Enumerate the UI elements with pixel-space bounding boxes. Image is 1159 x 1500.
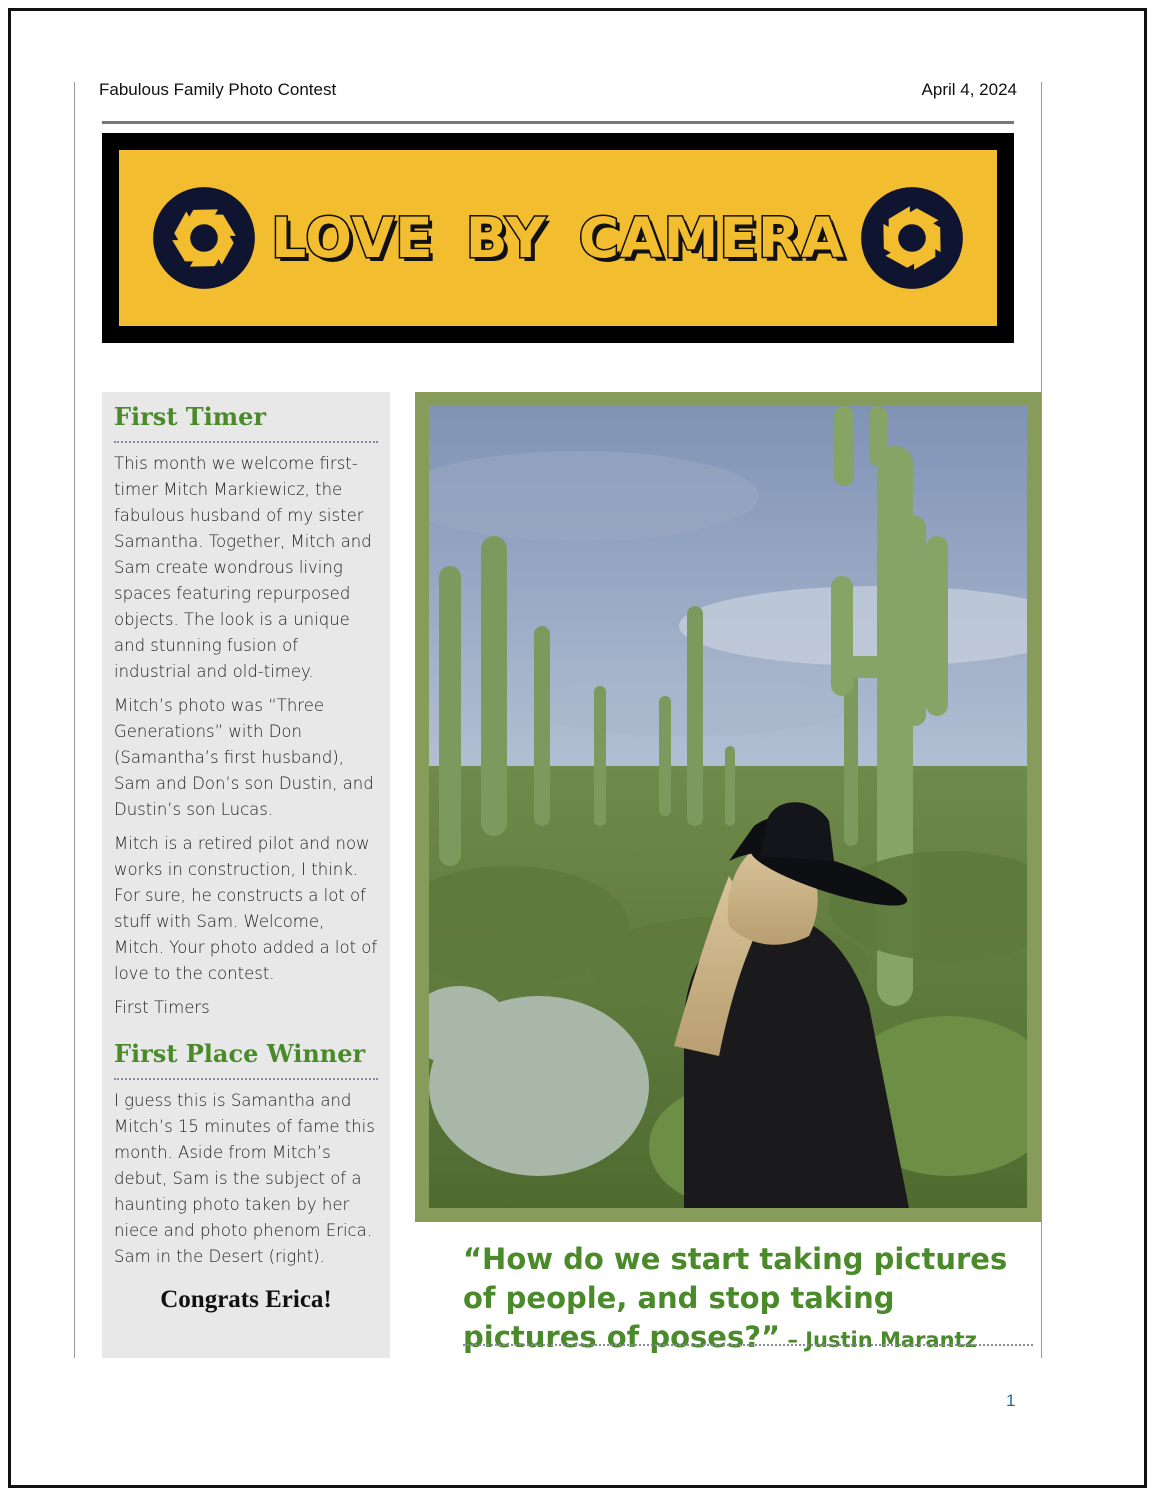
quote-dotted-rule [463,1344,1033,1346]
masthead-inner [119,150,997,326]
congrats-text: Congrats Erica! [160,1286,332,1313]
pull-quote [463,1240,1035,1360]
header-date: April 4, 2024 [921,80,1017,99]
pull-quote-author: – Justin Marantz [780,1328,977,1352]
first-timer-paragraph: Mitch’s photo was “Three Generations” with Don (Samantha’s first husband), Sam and Don’s son Dustin, and Dustin’s son Lucas. [114,696,374,819]
featured-photo [429,406,1027,1208]
header-title: Fabulous Family Photo Contest [99,80,337,99]
first-place-heading: First Place Winner [114,1039,378,1080]
first-place-paragraph: I guess this is Samantha and Mitch’s 15 minutes of fame this month. Aside from Mitch’s debut, Sam is the subject of a haunting photo taken by her niece and photo phenom Erica. Sam in the Desert (right). [114,1091,375,1266]
first-timer-heading: First Timer [114,402,378,443]
header-divider [102,121,1014,124]
pull-quote-text: “How do we start taking pictures of people, and stop taking pictures of poses?” [463,1242,1008,1354]
margin-line-right [1041,82,1042,1358]
masthead-banner [102,133,1014,343]
page-number: 1 [1006,1391,1016,1410]
sidebar [102,392,390,1358]
first-timer-paragraph: Mitch is a retired pilot and now works in construction, I think. For sure, he constructs a lot of stuff with Sam. Welcome, Mitch. Your photo added a lot of love to the contest. [114,834,378,983]
first-timers-caption: First Timers [114,998,210,1017]
margin-line-left [74,82,75,1358]
masthead-title: LOVE BY CAMERA [271,206,845,270]
camera-aperture-icon [859,185,965,291]
featured-photo-frame [415,392,1041,1222]
first-timer-paragraph: This month we welcome first-timer Mitch Markiewicz, the fabulous husband of my sister Samantha. Together, Mitch and Sam create wondrous living spaces featuring repurposed objects. The look is a unique and stunning fusion of industrial and old-timey. [114,454,372,681]
camera-aperture-icon [151,185,257,291]
